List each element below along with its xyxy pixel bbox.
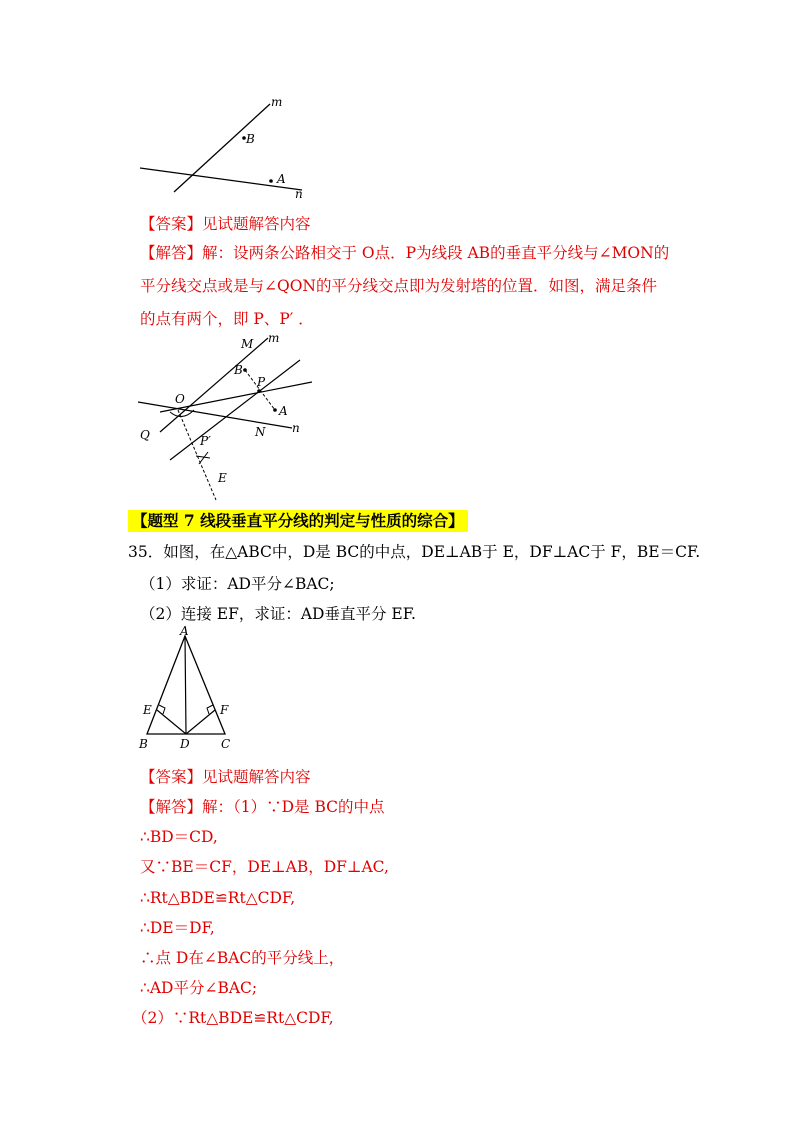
segment-df xyxy=(186,710,215,734)
solution-line-8: （2）∵Rt△BDE≌Rt△CDF, xyxy=(132,1009,334,1027)
answer-line-1: 【答案】见试题解答内容 xyxy=(140,215,311,233)
point-a xyxy=(273,408,277,412)
label-b: B xyxy=(139,737,148,751)
answer-line-2: 【答案】见试题解答内容 xyxy=(140,768,311,786)
dashed-line-oe xyxy=(178,410,216,500)
label-e: E xyxy=(143,703,152,717)
solution-line-4: ∴Rt△BDE≌Rt△CDF, xyxy=(140,889,296,907)
label-p-prime: P′ xyxy=(200,434,211,448)
analysis-line-2: 平分线交点或是与∠QON的平分线交点即为发射塔的位置．如图，满足条件 xyxy=(140,277,657,295)
label-m-upper: M xyxy=(241,337,254,351)
line-n xyxy=(138,402,292,428)
problem-part-2: （2）连接 EF，求证：AD垂直平分 EF. xyxy=(140,605,416,623)
solution-line-7: ∴AD平分∠BAC; xyxy=(140,979,258,997)
label-o: O xyxy=(175,392,185,406)
analysis-line-1: 【解答】解：设两条公路相交于 O点．P为线段 AB的垂直平分线与∠MON的 xyxy=(140,244,670,262)
label-n: n xyxy=(295,187,303,201)
segment-de xyxy=(157,710,186,734)
solution-line-6: ∴点 D在∠BAC的平分线上， xyxy=(140,949,345,967)
label-e: E xyxy=(218,471,227,485)
label-a: A xyxy=(279,404,288,418)
label-p: P xyxy=(257,375,266,389)
solution-line-5: ∴DE＝DF, xyxy=(140,919,215,937)
solution-line-3: 又∵BE＝CF，DE⊥AB，DF⊥AC, xyxy=(140,858,389,876)
label-n: n xyxy=(292,421,300,435)
point-b xyxy=(243,368,247,372)
solution-line-2: ∴BD＝CD, xyxy=(140,828,218,846)
point-a xyxy=(269,179,273,183)
label-f: F xyxy=(220,703,229,717)
section-heading: 【题型 7 线段垂直平分线的判定与性质的综合】 xyxy=(128,510,468,532)
label-m: m xyxy=(271,95,283,109)
problem-stem: 35．如图，在△ABC中，D是 BC的中点，DE⊥AB于 E，DF⊥AC于 F，BE＝CF. xyxy=(128,543,701,561)
line-m xyxy=(160,338,268,432)
label-d: D xyxy=(180,737,190,751)
point-p xyxy=(257,389,261,393)
label-m: m xyxy=(268,331,280,345)
figure-lines-m-n xyxy=(130,92,320,207)
label-b: B xyxy=(234,363,243,377)
label-b: B xyxy=(246,132,255,146)
label-a: A xyxy=(180,626,189,638)
label-c: C xyxy=(221,737,231,751)
label-q: Q xyxy=(140,428,150,442)
analysis-line-3: 的点有两个，即 P、P′ ． xyxy=(140,310,314,328)
figure-triangle-abc xyxy=(135,626,245,754)
label-a: A xyxy=(277,172,286,186)
solution-line-1: 【解答】解：（1）∵D是 BC的中点 xyxy=(140,798,385,816)
segment-ad xyxy=(185,636,186,734)
problem-part-1: （1）求证：AD平分∠BAC; xyxy=(140,575,335,593)
label-n-upper: N xyxy=(255,425,266,439)
figure-transmitter-construction xyxy=(130,330,320,502)
